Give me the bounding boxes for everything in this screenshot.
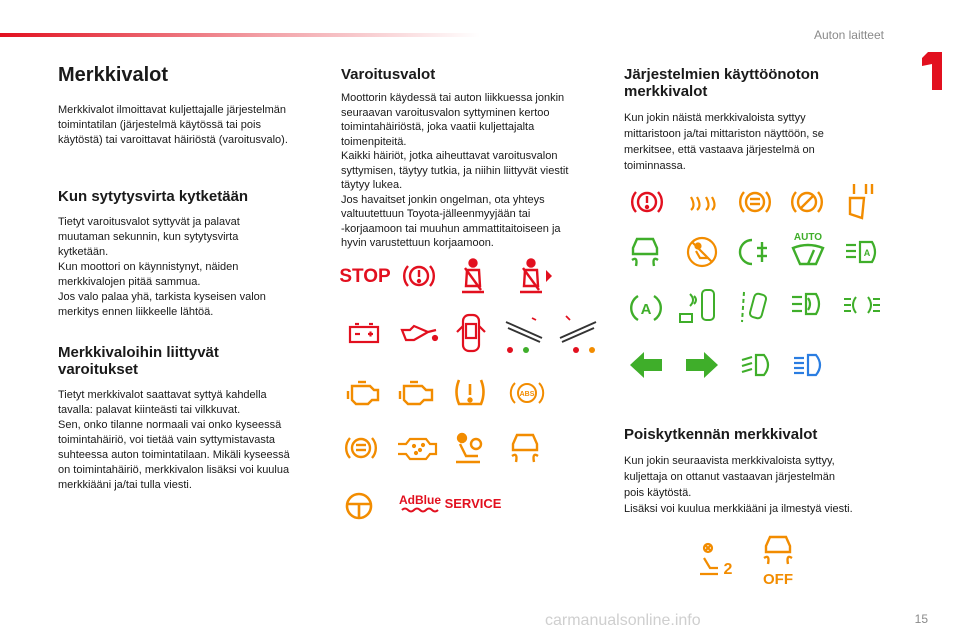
brake-red-icon bbox=[630, 186, 664, 218]
column-system-lights bbox=[624, 66, 894, 174]
system-lights-text: Kun jokin näistä merkkivaloista syttyy mittaristoon ja/tai mittariston näyttöön, se merkitsee, että vastaava järjestelmä on toiminnassa. bbox=[624, 112, 824, 172]
page-title: Merkkivalot bbox=[58, 64, 169, 86]
brake-pads-icon bbox=[790, 186, 824, 218]
high-beam-icon bbox=[792, 352, 824, 378]
engine-check-icon bbox=[346, 378, 382, 408]
airbag-off-icon bbox=[684, 234, 720, 270]
esp-off-icon bbox=[760, 532, 796, 586]
sidelights-icon bbox=[842, 294, 882, 316]
immobilizer-icon bbox=[554, 312, 600, 356]
header-accent-bar bbox=[0, 33, 480, 37]
adblue-icon bbox=[398, 492, 442, 516]
off-lights-text: Kun jokin seuraavista merkkivaloista syttyy, kuljettaja on ottanut vastaavan järjestelmän pois käytöstä. Lisäksi voi kuulua merkkiääni ja ilmestyä viesti. bbox=[624, 455, 853, 515]
section-name: Auton laitteet bbox=[813, 28, 884, 42]
seatbelt-driver-icon bbox=[458, 258, 488, 294]
stop-icon bbox=[339, 262, 391, 288]
battery-icon bbox=[348, 322, 380, 344]
power-steering-icon bbox=[342, 490, 376, 522]
section-title-system-lights: Järjestelmien käyttöönoton merkkivalot bbox=[624, 66, 820, 100]
column-off-lights bbox=[624, 426, 894, 517]
column-intro bbox=[58, 64, 328, 493]
esp-off-label: OFF bbox=[763, 571, 793, 588]
service-icon bbox=[444, 494, 502, 512]
auto-headlamp-icon bbox=[844, 238, 880, 266]
oil-pressure-icon bbox=[398, 320, 440, 346]
fog-light-icon bbox=[790, 290, 824, 320]
stop-icon-label: STOP bbox=[339, 266, 391, 287]
column-warning-lights bbox=[341, 66, 606, 251]
brake-warning-icon bbox=[402, 260, 436, 292]
brake-system-orange-icon bbox=[738, 186, 772, 218]
section-title-off-lights: Poiskytkennän merkkivalot bbox=[624, 426, 818, 443]
low-beam-icon bbox=[740, 352, 772, 378]
lane-departure-icon bbox=[740, 286, 770, 326]
section-title-warning-lights: Varoitusvalot bbox=[341, 66, 436, 83]
foot-on-brake-icon bbox=[844, 180, 878, 222]
airbag-icon bbox=[452, 432, 484, 466]
cruise-control-icon bbox=[742, 236, 772, 268]
section-title-related-warnings: Merkkivaloihin liittyvät varoitukset bbox=[58, 344, 219, 378]
auto-hold-icon-label: A bbox=[640, 301, 652, 318]
auto-hold-icon bbox=[630, 292, 662, 324]
abs-icon bbox=[510, 378, 544, 408]
abs-icon-label: ABS bbox=[519, 391, 535, 398]
esp-active-icon bbox=[628, 234, 662, 270]
engine-malfunction-icon bbox=[398, 378, 436, 408]
tire-pressure-icon bbox=[452, 374, 488, 410]
auto-wiper-icon bbox=[788, 230, 828, 270]
chapter-number bbox=[920, 52, 946, 90]
right-indicator-icon bbox=[686, 352, 718, 378]
left-indicator-icon bbox=[630, 352, 662, 378]
related-warnings-text: Tietyt merkkivalot saattavat syttyä kahdella tavalla: palavat kiinteästi tai vilkkuvat. Sen, onko tilanne normaali vai onko kyseessä toimintahäiriö, voi tietää vain syttymistavasta suhteessa auton toimintatilaan. Mikäli kyseessä on toimintahäiriö, merkkivalon lisäksi voi kuulua merkkiääni ja/tai tulla viesti. bbox=[58, 389, 290, 491]
seatbelt-passenger-icon bbox=[516, 258, 554, 294]
stability-control-icon bbox=[508, 430, 542, 466]
watermark: carmanualsonline.info bbox=[545, 612, 701, 629]
intro-text: Merkkivalot ilmoittavat kuljettajalle järjestelmän toimintatilan (järjestelmä käytössä tai pois käytöstä) tai varoittavat häiriöstä (varoitusvalo). bbox=[58, 104, 288, 146]
auto-headlamp-icon-label: A bbox=[863, 248, 871, 258]
page-number: 15 bbox=[914, 612, 928, 626]
airbag-off-2-icon bbox=[696, 540, 736, 580]
glow-plug-icon bbox=[688, 192, 720, 212]
ignition-text: Tietyt varoitusvalot syttyvät ja palavat muutaman sekunnin, kun sytytysvirta kytketään. Kun moottori on käynnistynyt, näiden merkkivalojen pitää sammua. Jos valo palaa yhä, tarkista kyseisen valon merkitys ennen liikkeelle lähtöä. bbox=[58, 216, 266, 318]
parking-sensor-icon bbox=[676, 286, 720, 326]
door-open-icon bbox=[456, 312, 486, 354]
steering-lock-icon bbox=[502, 312, 548, 356]
adblue-icon-label: AdBlue bbox=[399, 493, 441, 507]
service-icon-label: SERVICE bbox=[444, 496, 502, 511]
section-title-ignition: Kun sytytysvirta kytketään bbox=[58, 188, 249, 205]
brake-system-icon bbox=[344, 432, 378, 464]
warning-lights-text: Moottorin käydessä tai auton liikkuessa jonkin seuraavan varoitusvalon syttyminen kertoo toimintahäiriöstä, joka vaatii kuljettajalta toimenpiteitä. Kaikki häiriöt, jotka aiheuttavat varoitusvalon syttymisen, täytyy tutkia, ja niihin liittyvät viestit täytyy lukea. Jos havaitset jonkin ongelman, ota yhteys valtuutettuun Toyota-jälleenmyyjään tai -korjaamoon tai muuhun ammattitaitoiseen ja hyvin varustettuun korjaamoon. bbox=[341, 92, 569, 249]
particle-filter-icon bbox=[396, 436, 438, 462]
airbag-off-number: 2 bbox=[723, 561, 733, 578]
auto-wiper-icon-label: AUTO bbox=[793, 232, 823, 243]
